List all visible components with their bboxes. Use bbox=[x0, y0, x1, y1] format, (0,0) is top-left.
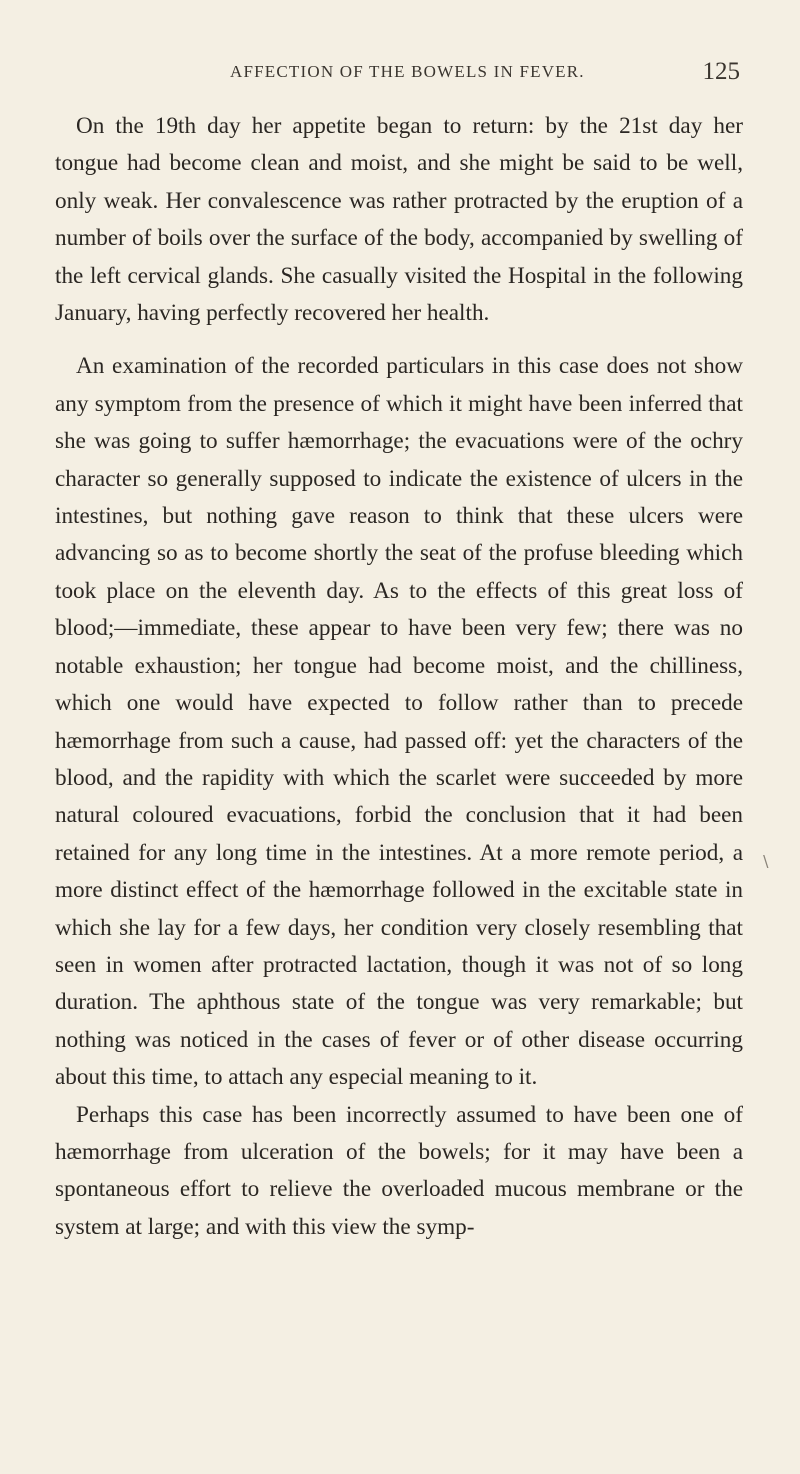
margin-mark: ∖ bbox=[760, 854, 771, 871]
page-number: 125 bbox=[702, 58, 740, 85]
body-text bbox=[55, 108, 743, 1246]
paragraph-perhaps: Perhaps this case has been incorrectly assumed to have been one of hæmorrhage from ulceration of the bowels; for it may have been a spontaneous effort to relieve the overloaded mucous membrane or the system at large; and with this view the symp- bbox=[55, 1101, 743, 1240]
running-title: AFFECTION OF THE BOWELS IN FEVER. bbox=[230, 62, 585, 81]
running-head bbox=[60, 58, 740, 88]
paragraph-examination: An examination of the recorded particulars in this case does not show any symptom from the presence of which it might have been inferred that she was going to suffer hæmorrhage; the evacuations were of the ochry character so generally supposed to indicate the existence of ulcers in the intestines, but nothing gave reason to think that these ulcers were advancing so as to become shortly the seat of the profuse bleeding which took place on the eleventh day. As to the effects of this great loss of blood;—immediate, these appear to have been very few; there was no notable exhaustion; her tongue had become moist, and the chilliness, which one would have expected to follow rather than to precede hæmorrhage from such a cause, had passed off: yet the characters of the blood, and the rapidity with which the scarlet were succeeded by more natural coloured evacuations, forbid the conclusion that it had been retained for any long time in the intestines. At a more remote period, a more distinct effect of the hæmorrhage followed in the excitable state in which she lay for a few days, her condition very closely resembling that seen in women after protracted lactation, though it was not of so long duration. The aphthous state of the tongue was very remarkable; but nothing was noticed in the cases of fever or of other disease occurring about this time, to attach any especial meaning to it. bbox=[55, 353, 743, 1091]
paragraph-convalescence: On the 19th day her appetite began to return: by the 21st day her tongue had become clean and moist, and she might be said to be well, only weak. Her convalescence was rather protracted by the eruption of a number of boils over the surface of the body, accompanied by swelling of the left cervical glands. She casually visited the Hospital in the following January, having perfectly recovered her health. bbox=[55, 113, 743, 327]
